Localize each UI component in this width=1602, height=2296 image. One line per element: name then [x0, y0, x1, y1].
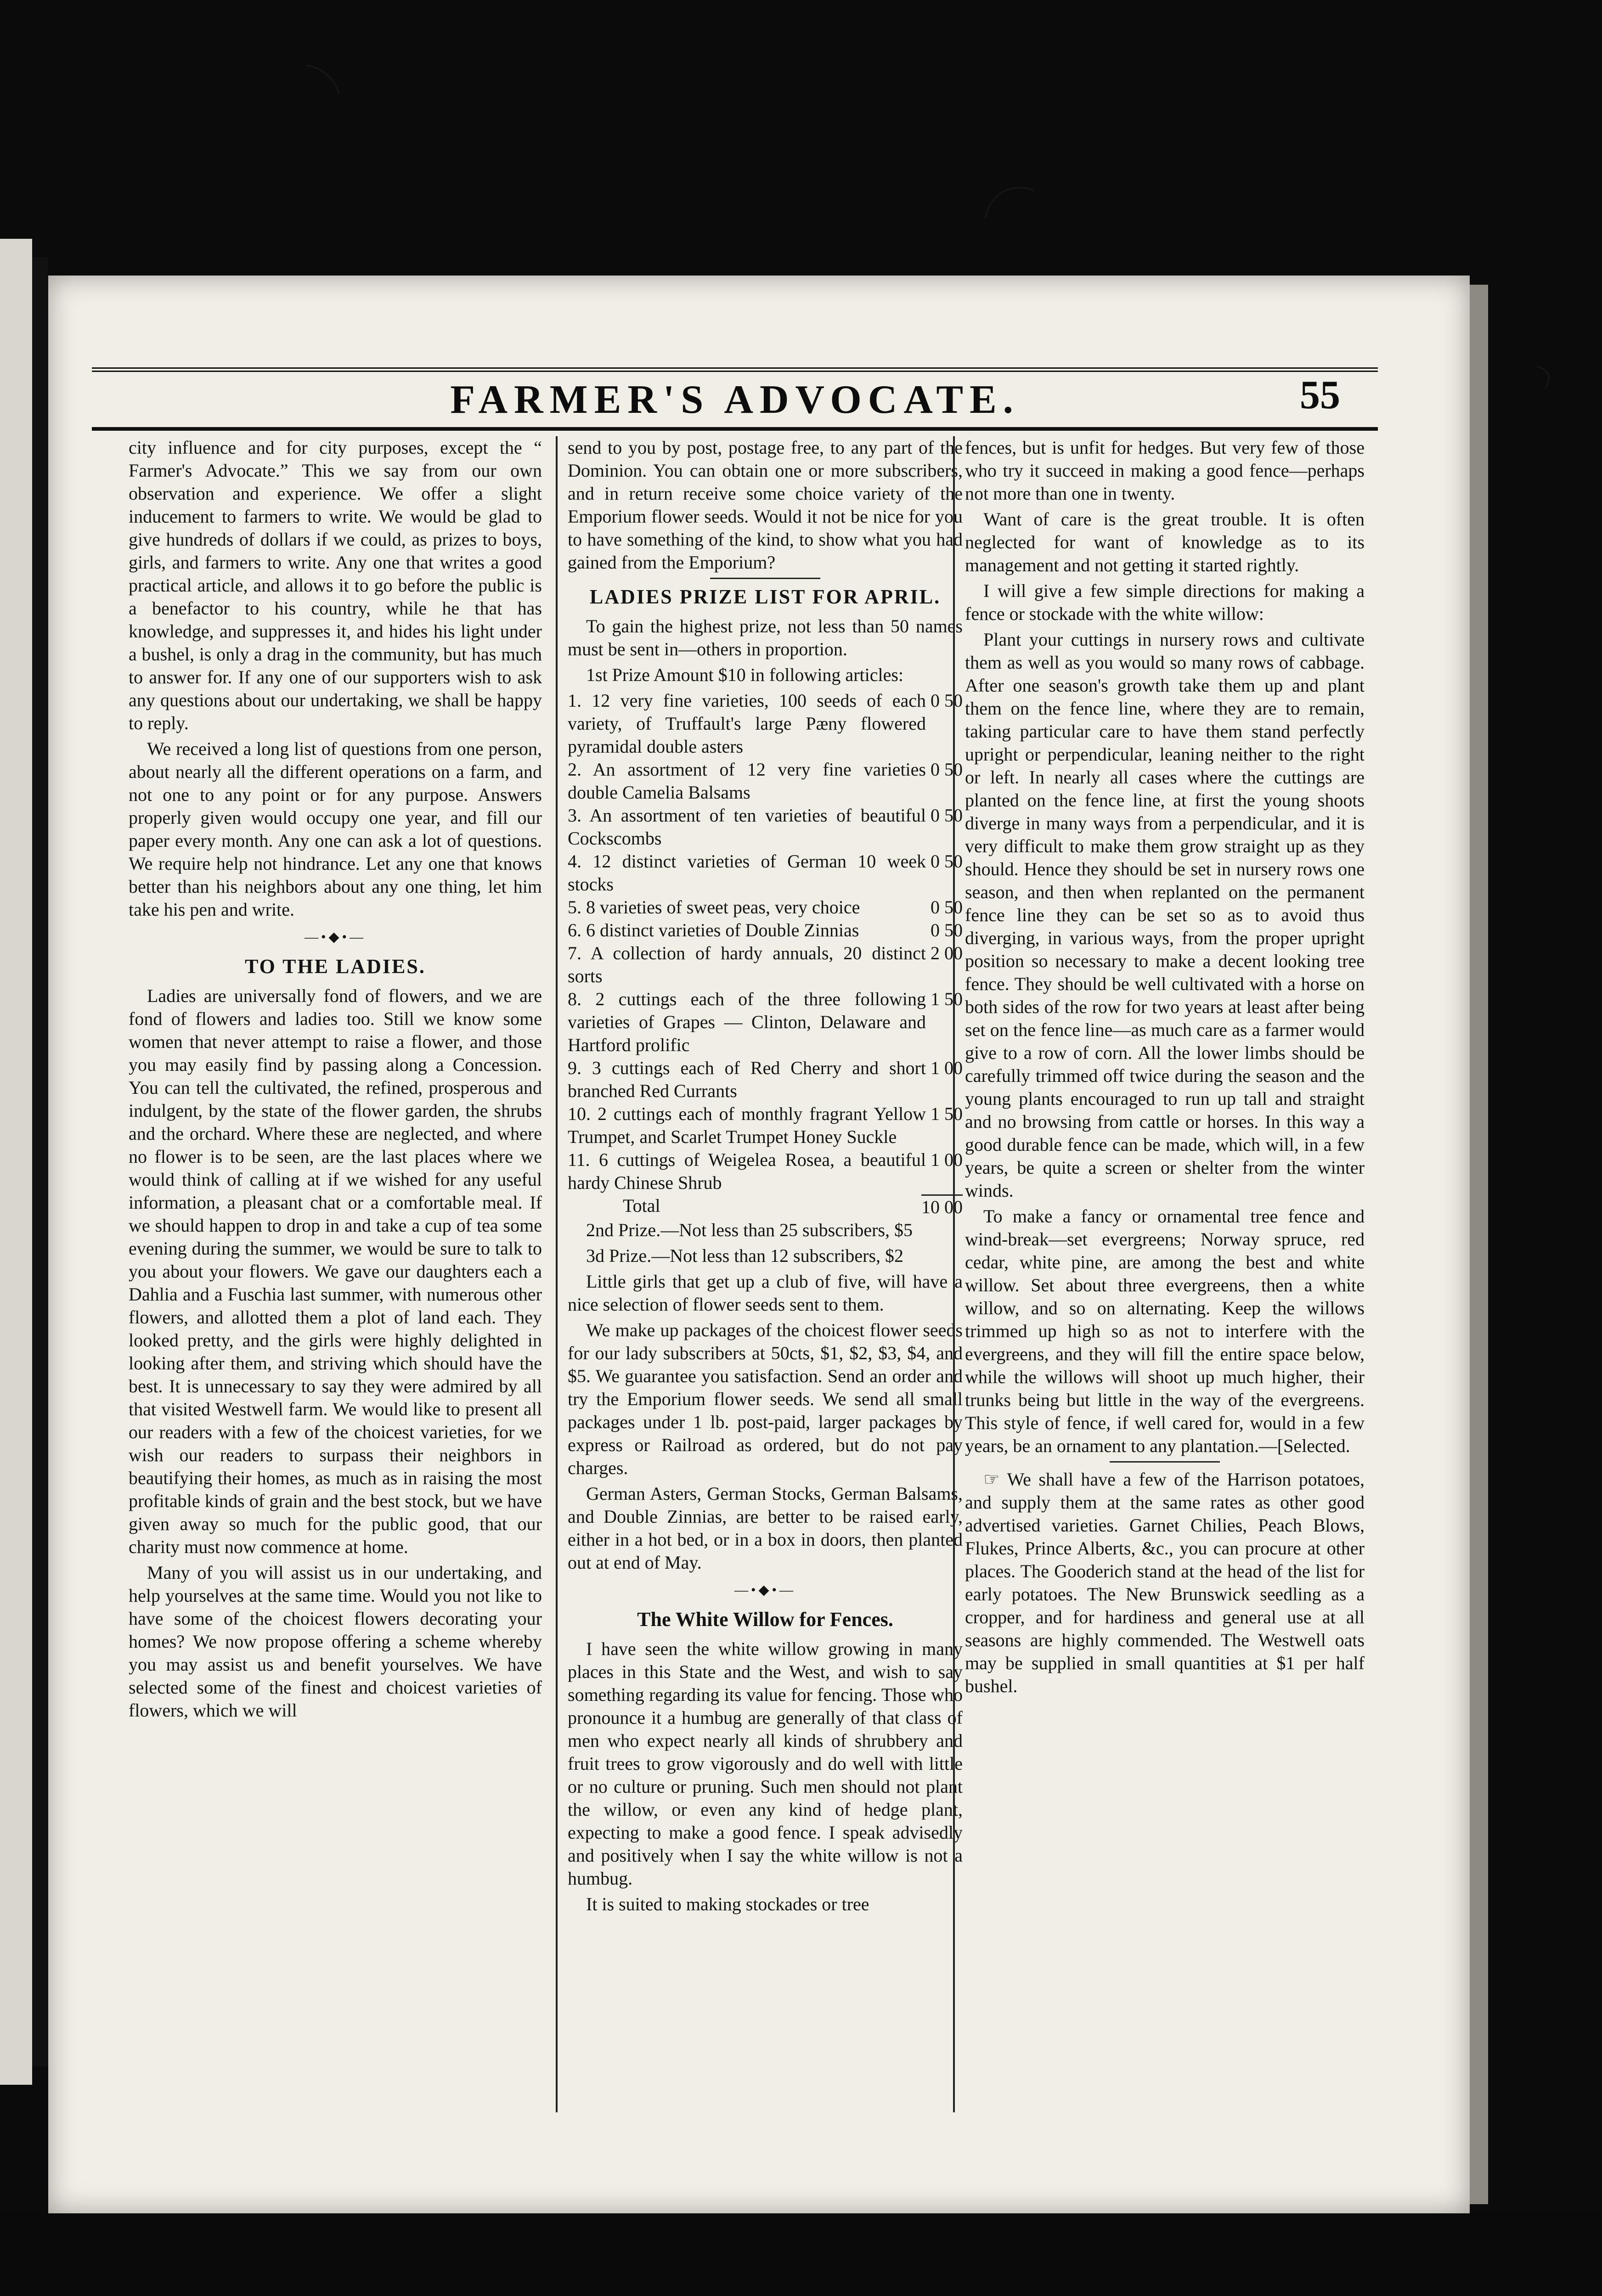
col1-paragraph: city influence and for city purposes, except the “ Farmer's Advocate.” This we say from our own observation and experience. We offer a slight inducement to farmers to write. We would be glad to give hundreds of dollars if we could, as prizes to boys, girls, and farmers to write. Any one that writes a good practical article, and allows it to go before the public is a benefactor to his country, while he that has knowledge, and suppresses it, and hides his light under a bushel, is only a drag in the community, but has much to answer for. If any one of our supporters wish to ask any questions about our undertaking, we shall be happy to reply.	[129, 437, 542, 733]
column-3	[953, 436, 1365, 2112]
col2-paragraph: We make up packages of the choicest flower seeds for our lady subscribers at 50cts, $1, $2, $3, $4, and $5. We guarantee you satisfaction. Send an order and try the Emporium flower seeds. We send all small packages under 1 lb. post-paid, larger packages by express or Railroad as ordered, but do not pay charges.	[568, 1320, 963, 1478]
col3-paragraph: I will give a few simple directions for making a fence or stockade with the white willow:	[965, 580, 1365, 624]
col3-paragraph: Plant your cuttings in nursery rows and cultivate them as well as you would so many rows of cabbage. After one season's growth take them up and plant them on the fence line, where they are to remain, taking particular care to have them stand perfectly upright or perpendicular, leaning neither to the right or left. In nearly all cases where the cuttings are planted on the fence line, at first the young shoots diverge in many ways from a perpendicular, and it is very difficult to make them grow straight up as they should. Hence they should be set in nursery rows one season, and then when replanted on the permanent fence line they can be set so as to avoid thus diverging, in various ways, from the proper upright position so necessary to make a decent looking tree fence. They should be well cultivated with a horse on both sides of the row for two years at least after being set on the fence line—as much care as a farmer would give to a row of corn. All the lower limbs should be carefully trimmed off twice during the season and the young plants encouraged to run up tall and straight and no browsing from cattle or horses. In this way a good durable fence can be made, which will, in a few years, be quite a screen or shelter from the winter winds.	[965, 629, 1365, 1201]
prize-item-text: 11. 6 cuttings of Weigelea Rosea, a beautiful hardy Chinese Shrub	[568, 1149, 926, 1193]
left-binding-shadow	[32, 257, 48, 2066]
prize-item-amount: 1 00	[931, 1149, 963, 1170]
prize-item	[568, 942, 963, 988]
prize-total	[568, 1194, 963, 1219]
prize-intro: To gain the highest prize, not less than 50 names must be sent in—others in proportion.	[568, 616, 963, 659]
section-heading: TO THE LADIES.	[245, 955, 426, 978]
col3-paragraph: To make a fancy or ornamental tree fence and wind-break—set evergreens; Norway spruce, red cedar, white pine, are among the best and white willow. Set about three evergreens, then a white willow, and so on alternating. Keep the willows trimmed up high so as not to interfere with the evergreens, and they will fill the entire space below, while the willows will shoot up much higher, their trunks being but little in the way of the evergreens. This style of fence, if well cared for, would in a few years, be an ornament to any plantation.—[Selected.	[965, 1206, 1365, 1456]
prize-item	[568, 1103, 963, 1148]
page-number: 55	[1300, 373, 1340, 417]
prize-item-amount: 1 00	[931, 1058, 963, 1078]
col2-paragraph: send to you by post, postage free, to any part of the Dominion. You can obtain one or more subscribers, and in return receive some choice variety of the Emporium flower seeds. Would it not be nice for you to have something of the kind, to show what you had gained from the Emporium?	[568, 437, 963, 573]
prize-item	[568, 850, 963, 896]
prize-list-heading: LADIES PRIZE LIST FOR APRIL.	[589, 585, 941, 608]
col3-paragraph: Want of care is the great trouble. It is often neglected for want of knowledge as to its management and not getting it started rightly.	[965, 509, 1365, 575]
col1-paragraph: Many of you will assist us in our undertaking, and help yourselves at the same time. Would you not like to have some of the choicest flowers decorating your homes? We now propose offering a scheme whereby you may assist us and benefit yourselves. We have selected some of the finest and choicest varieties of flowers, which we will	[129, 1562, 542, 1721]
col2-paragraph: I have seen the white willow growing in many places in this State and the West, and wish to say something regarding its value for fencing. Those who pronounce it a humbug are generally of that class of men who expect nearly all kinds of shrubbery and fruit trees to grow vigorously and do well with little or no culture or pruning. Such men should not plant the willow, or even any kind of hedge plant, expecting to make a good fence. I speak advisedly and positively when I say the white willow is not a humbug.	[568, 1638, 963, 1889]
prize-total-amount: 10 00	[921, 1194, 963, 1219]
left-page-edge	[0, 239, 32, 2085]
first-prize-line: 1st Prize Amount $10 in following articles:	[586, 664, 904, 685]
pen-scribble-mark	[279, 55, 350, 124]
prize-item-amount: 0 50	[931, 851, 963, 872]
divider-rule	[710, 578, 820, 579]
page-edge-shadow	[1470, 285, 1488, 2204]
film-bottom-border	[0, 2213, 1602, 2296]
prize-item	[568, 988, 963, 1057]
col1-paragraph: Ladies are universally fond of flowers, and we are fond of flowers and ladies too. Still we know some women that never attempt to raise a flower, and those you may easily find by passing along a Concession. You can tell the cultivated, the refined, prosperous and indulgent, by the state of the flower garden, the shrubs and the orchard. Where these are neglected, and where no flower is to be seen, are the last places where we would think of calling at if we wished for any useful information, a pleasant chat or a comfortable meal. If we should happen to drop in and take a cup of tea some evening during the summer, we would be sure to talk to you about your flowers. We gave our daughters each a Dahlia and a Fuschia last summer, with numerous other flowers, and allotted them a plot of land each. They looked pretty, and the girls were highly delighted in looking after them, and striving which should have the best. It is unnecessary to say they were admired by all that visited Westwell farm. We would like to present all our readers with a few of the choicest varieties, for we wish our readers to surpass their neighbors in beautifying their homes, as much as in raising the most profitable kinds of grain and the best stock, but we have given away so much for the public good, that our charity must now commence at home.	[129, 985, 542, 1557]
ornament-divider: —•◆•—	[304, 929, 367, 945]
prize-item	[568, 1148, 963, 1194]
prize-item-text: 2. An assortment of 12 very fine varieties double Camelia Balsams	[568, 759, 926, 803]
prize-item	[568, 919, 963, 942]
prize-item-amount: 1 50	[931, 989, 963, 1009]
col3-paragraph: fences, but is unfit for hedges. But very few of those who try it succeed in making a good fence—perhaps not more than one in twenty.	[965, 437, 1365, 504]
prize-item	[568, 804, 963, 850]
col2-paragraph: It is suited to making stockades or tree	[586, 1894, 869, 1914]
divider-rule	[1110, 1461, 1220, 1463]
prize-item-text: 4. 12 distinct varieties of German 10 week stocks	[568, 851, 926, 895]
prize-item-amount: 0 50	[931, 805, 963, 826]
prize-item-amount: 0 50	[931, 920, 963, 940]
prize-item-amount: 0 50	[931, 759, 963, 780]
second-prize-line: 2nd Prize.—Not less than 25 subscribers, $5	[586, 1220, 913, 1240]
prize-item-text: 5. 8 varieties of sweet peas, very choice	[568, 897, 860, 917]
prize-item-text: 1. 12 very fine varieties, 100 seeds of each variety, of Truffault's large Pæny flowered pyramidal double asters	[568, 690, 926, 757]
prize-item-amount: 0 50	[931, 897, 963, 917]
prize-item-text: 9. 3 cuttings each of Red Cherry and short branched Red Currants	[568, 1058, 926, 1101]
prize-item-text: 7. A collection of hardy annuals, 20 distinct sorts	[568, 943, 926, 986]
prize-item-text: 10. 2 cuttings each of monthly fragrant Yellow Trumpet, and Scarlet Trumpet Honey Suckle	[568, 1103, 926, 1147]
ornament-divider: —•◆•—	[734, 1582, 796, 1598]
prize-item-amount: 2 00	[931, 943, 963, 963]
prize-item-amount: 1 50	[931, 1103, 963, 1124]
column-2	[556, 436, 963, 2112]
willow-heading: The White Willow for Fences.	[637, 1608, 893, 1631]
masthead-title: FARMER'S ADVOCATE.	[450, 377, 1020, 422]
col2-paragraph: Little girls that get up a club of five, will have a nice selection of flower seeds sent to them.	[568, 1271, 963, 1315]
prize-total-label: Total	[623, 1195, 660, 1216]
col2-paragraph: German Asters, German Stocks, German Balsams, and Double Zinnias, are better to be raised early, either in a hot bed, or in a box in doors, then planted out at end of May.	[568, 1483, 963, 1573]
prize-item-amount: 0 50	[931, 690, 963, 711]
prize-item	[568, 758, 963, 804]
masthead	[92, 367, 1378, 431]
prize-item-text: 8. 2 cuttings each of the three following varieties of Grapes — Clinton, Delaware and Hartford prolific	[568, 989, 926, 1055]
prize-item	[568, 1057, 963, 1103]
col3-notice: ☞ We shall have a few of the Harrison potatoes, and supply them at the same rates as other good advertised varieties. Garnet Chilies, Peach Blows, Flukes, Prince Alberts, &c., you can procure at other places. The Gooderich stand at the head of the list for early potatoes. The New Brunswick seedling as a cropper, and for hardiness and general use at all seasons are highly commended. The Westwell oats may be supplied in small quantities at $1 per half bushel.	[965, 1469, 1365, 1696]
prize-item	[568, 896, 963, 919]
prize-item-text: 6. 6 distinct varieties of Double Zinnias	[568, 920, 859, 940]
prize-list	[568, 689, 963, 1219]
prize-item	[568, 689, 963, 758]
third-prize-line: 3d Prize.—Not less than 12 subscribers, $2	[586, 1245, 904, 1266]
prize-item-text: 3. An assortment of ten varieties of beautiful Cockscombs	[568, 805, 926, 849]
column-1	[129, 436, 542, 2112]
col1-paragraph: We received a long list of questions from one person, about nearly all the different operations on a farm, and not one to any point or for any purpose. Answers properly given would occupy one year, and fill our paper every month. Any one can ask a lot of questions. We require help not hindrance. Let any one that knows better than his neighbors about any one thing, let him take his pen and write.	[129, 738, 542, 920]
